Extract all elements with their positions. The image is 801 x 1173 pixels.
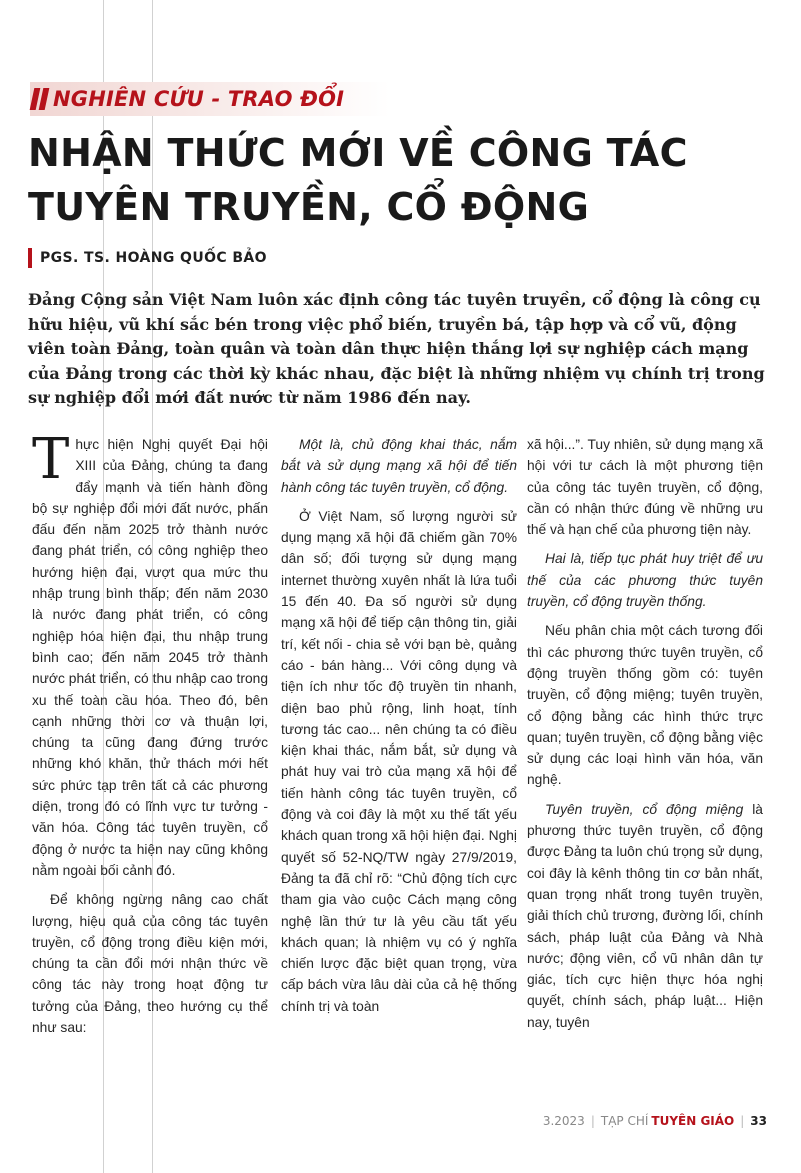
paragraph-text: hực hiện Nghị quyết Đại hội XIII của Đảng, chúng ta đang đẩy mạnh và tiến hành đồng bộ sự nghiệp đổi mới đất nước, phấn đấu đến năm 2025 trở thành nước đang phát triển, có công nghiệp theo hướng hiện đại, vượt qua mức thu nhập trung bình thấp; đến năm 2030 là nước đang phát triển, có công nghiệp hóa hiện đại, thu nhập trung bình cao; đến năm 2045 trở thành nước phát triển, có thu nhập cao trong xu thế toàn cầu hóa. Theo đó, bên cạnh những thời cơ và thuận lợi, chúng ta cũng đang đứng trước những khó khăn, thử thách mới hết sức phức tạp trên tất cả các phương diện, trong đó có lĩnh vực tư tưởng - văn hóa. Công tác tuyên truyền, cổ động ở nước ta hiện nay cũng không nằm ngoài bối cảnh đó. [32, 437, 268, 878]
title-line-2: TUYÊN TRUYỀN, CỔ ĐỘNG [28, 185, 590, 229]
issue-number: 3.2023 [542, 1114, 585, 1128]
column-1 [32, 434, 268, 1070]
lead-paragraph: Đảng Cộng sản Việt Nam luôn xác định công tác tuyên truyền, cổ động là công cụ hữu hiệu, vũ khí sắc bén trong việc phổ biến, truyền bá, tập hợp và cổ vũ, động viên toàn Đảng, toàn quân và toàn dân thực hiện thắng lợi sự nghiệp cách mạng của Đảng trong các thời kỳ khác nhau, đặc biệt là những nhiệm vụ chính trị trong sự nghiệp đổi mới đất nước từ năm 1986 đến nay. [28, 290, 765, 407]
page-footer [543, 1112, 767, 1130]
footer-separator: | [590, 1114, 595, 1128]
magazine-prefix: TẠP CHÍ [600, 1114, 649, 1128]
title-line-1: NHẬN THỨC MỚI VỀ CÔNG TÁC [28, 131, 688, 175]
body-paragraph: Nếu phân chia một cách tương đối thì các phương thức tuyên truyền, cổ động truyền thống gồm có: tuyên truyền, cổ động miệng; tuyên truyền, cổ động bằng các hình thức trực quan; tuyên truyền, cổ động bằng việc sử dụng các loại hình văn hóa, văn nghệ. [527, 623, 763, 788]
page-number: 33 [750, 1114, 767, 1128]
body-paragraph [32, 434, 268, 881]
author-bar-icon [28, 248, 32, 268]
body-paragraph [527, 799, 763, 1033]
article-title [28, 126, 788, 234]
magazine-name: TUYÊN GIÁO [651, 1114, 735, 1128]
drop-cap: T [32, 434, 70, 492]
body-paragraph: Để không ngừng nâng cao chất lượng, hiệu quả của công tác tuyên truyền, cổ động trong điều kiện mới, chúng ta cần đổi mới nhận thức về công tác này trong hoạt động tư tưởng của Đảng, theo hướng cụ thể như sau: [32, 892, 268, 1036]
paragraph-text: là phương thức tuyên truyền, cổ động được Đảng ta luôn chú trọng sử dụng, coi đây là kênh thông tin cơ bản nhất, quan trọng nhất trong tuyên truyền, giải thích chủ trương, đường lối, chính sách, pháp luật của Đảng và Nhà nước; động viên, cổ vũ nhân dân tự giác, tích cực hiện thực hóa nghị quyết, chính sách, pháp luật... Hiện nay, tuyên [527, 801, 763, 1030]
body-paragraph: xã hội...”. Tuy nhiên, sử dụng mạng xã hội với tư cách là một phương tiện của công tác tuyên truyền, cổ động, cần có nhận thức đúng về những ưu thế và hạn chế của phương tiện này. [527, 437, 763, 538]
section-tag-label: NGHIÊN CỨU - TRAO ĐỔI [53, 87, 345, 111]
emphasis-text: Tuyên truyền, cổ động miệng [545, 801, 744, 817]
footer-separator: | [740, 1114, 745, 1128]
author-byline [28, 247, 267, 269]
subheading-paragraph: Hai là, tiếp tục phát huy triệt để ưu thế của các phương thức tuyên truyền, cổ động truyền thống. [527, 551, 763, 610]
body-paragraph: Ở Việt Nam, số lượng người sử dụng mạng xã hội đã chiếm gần 70% dân số; đối tượng sử dụng mạng internet thường xuyên nhất là lứa tuổi 15 đến 40. Đa số người sử dụng mạng xã hội để tiếp cận thông tin, giải trí, kết nối - chia sẻ với bạn bè, quảng cáo - bán hàng... Với công dụng và tiện ích như tốc độ truyền tin nhanh, diện bao phủ rộng, linh hoạt, tính tương tác cao... nên chúng ta có điều kiện khai thác, nắm bắt, sử dụng và phát huy vai trò của mạng xã hội để tiến hành công tác tuyên truyền, cổ động và coi đây là một xu thế tất yếu khách quan trong xã hội hiện đại. Nghị quyết số 52-NQ/TW ngày 27/9/2019, Đảng ta đã chỉ rõ: “Chủ động tích cực tham gia vào cuộc Cách mạng công nghệ lần thứ tư là yêu cầu tất yếu khách quan; là nhiệm vụ có ý nghĩa chiến lược đặc biệt quan trọng, vừa cấp bách vừa lâu dài của cả hệ thống chính trị và toàn [281, 508, 517, 1014]
section-tag-bars-icon [32, 88, 47, 110]
author-name: PGS. TS. HOÀNG QUỐC BẢO [40, 250, 267, 266]
column-2 [281, 434, 517, 1070]
column-3 [527, 434, 763, 1070]
subheading-paragraph: Một là, chủ động khai thác, nắm bắt và sử dụng mạng xã hội để tiến hành công tác tuyên truyền, cổ động. [281, 437, 517, 495]
section-tag [30, 82, 390, 116]
